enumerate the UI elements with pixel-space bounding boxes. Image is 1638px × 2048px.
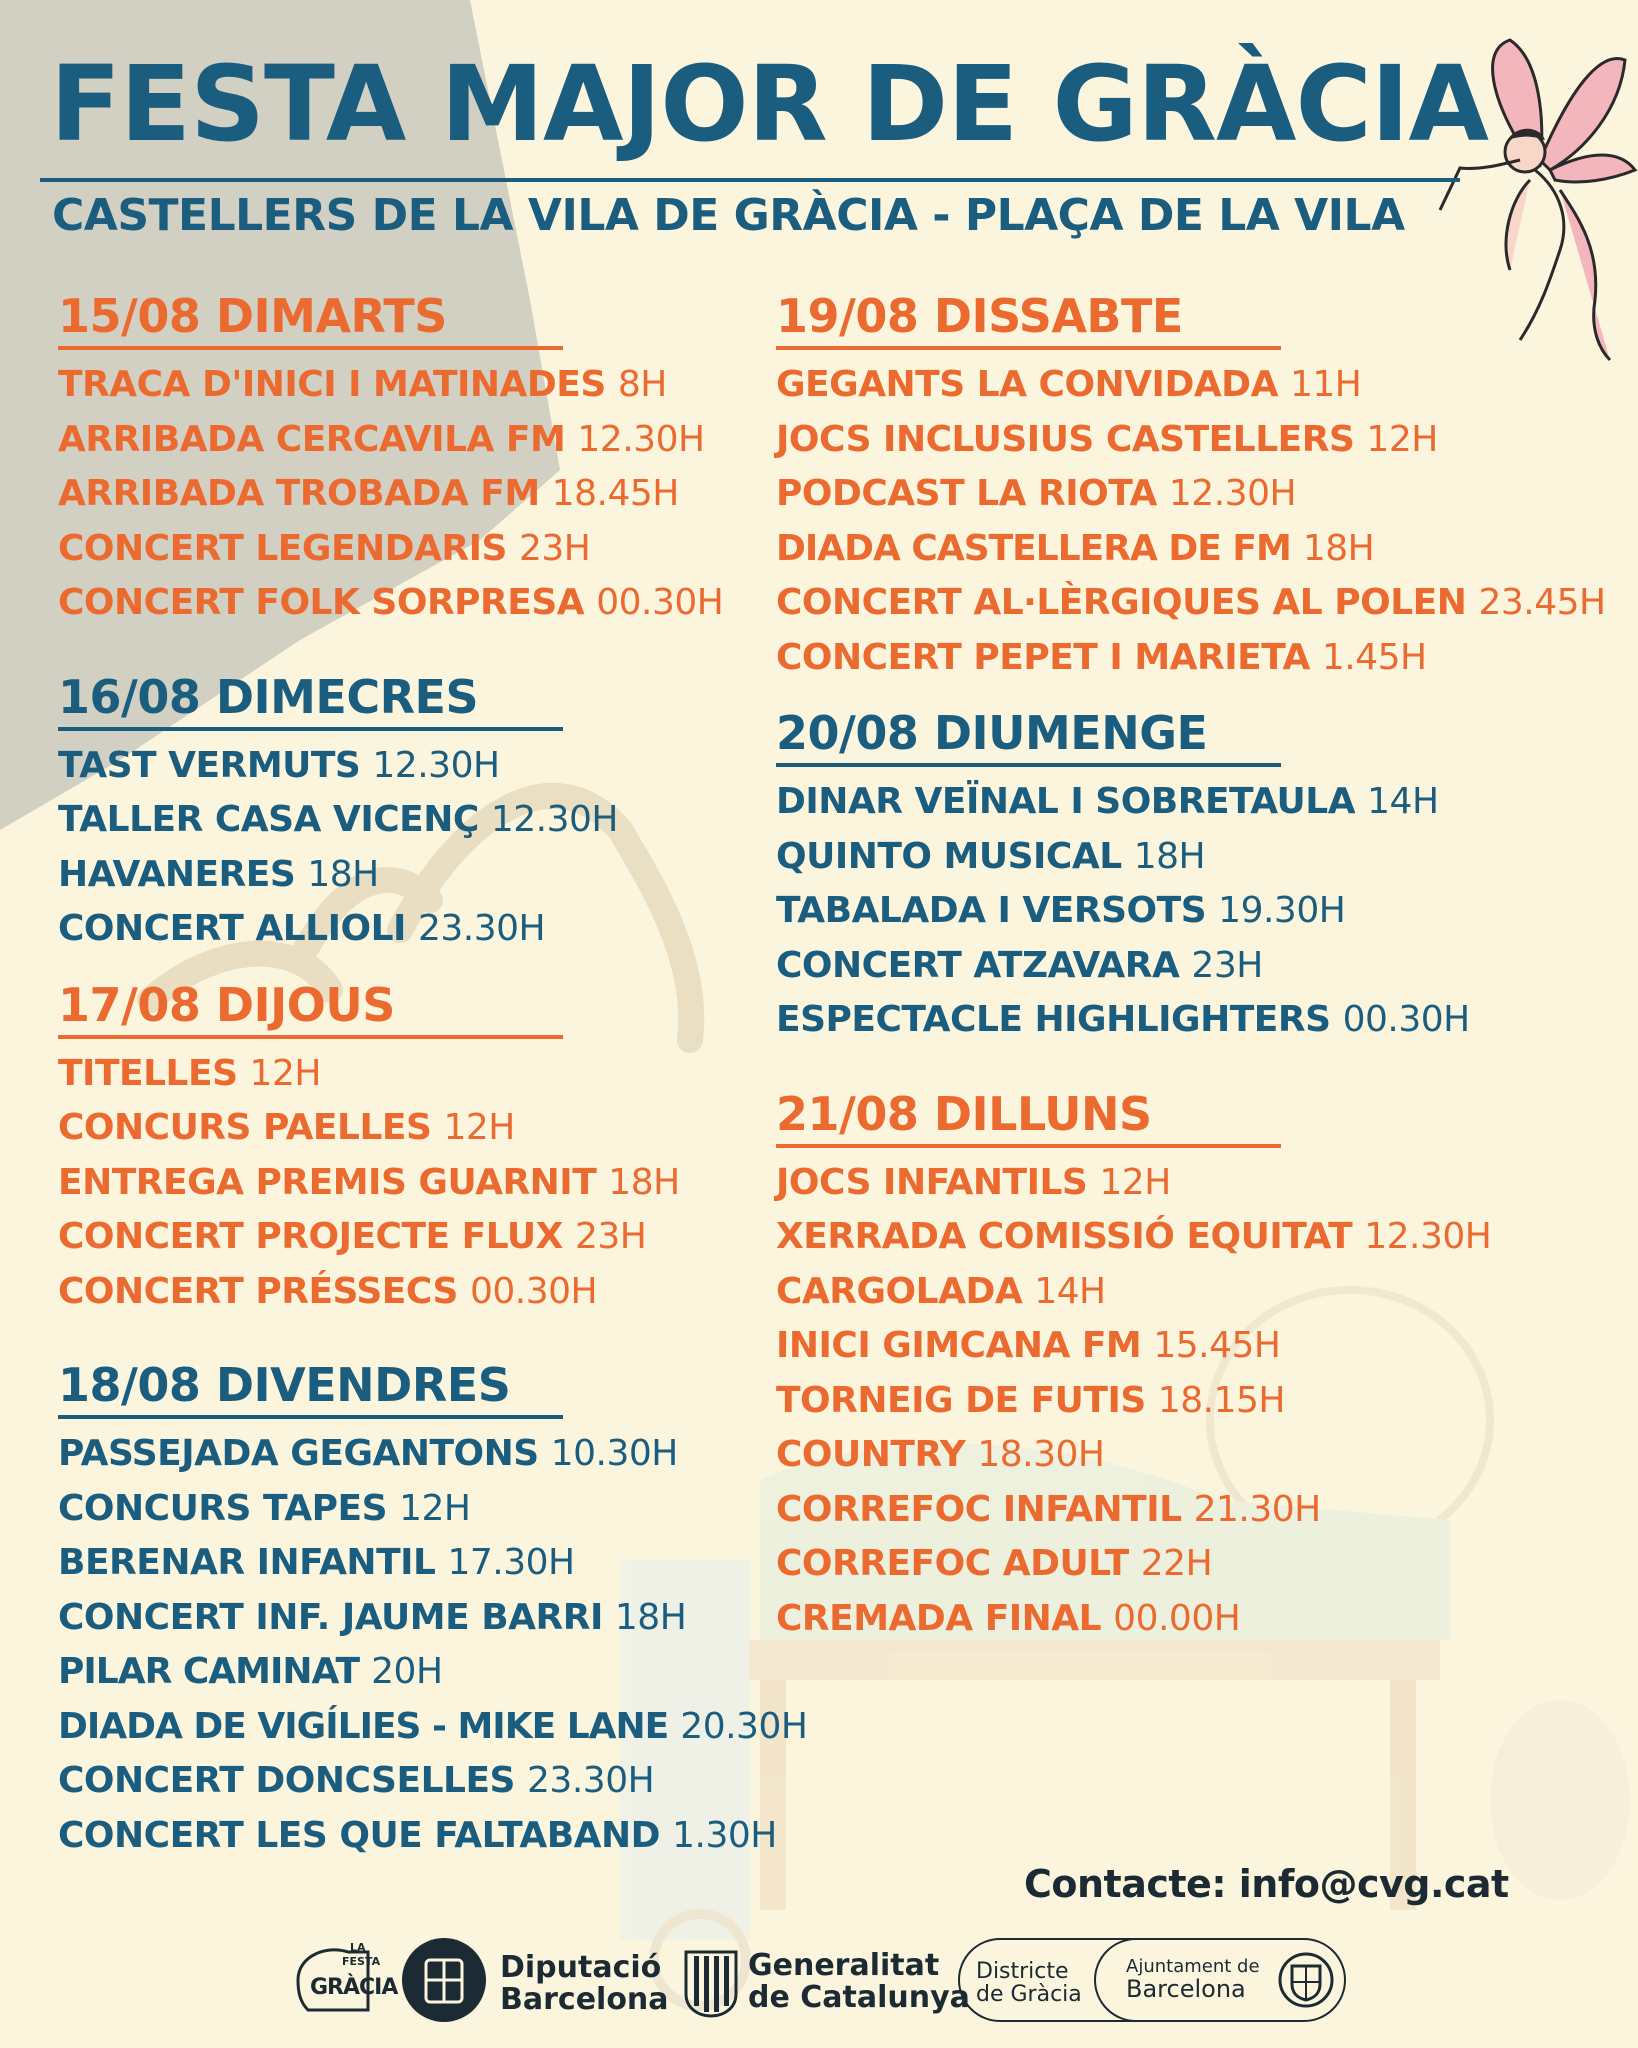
- event-time: 12.30H: [1168, 473, 1297, 514]
- event-time: 18H: [1302, 527, 1375, 569]
- right-column: [776, 288, 1606, 1646]
- event-name: CONCERT LES QUE FALTABAND: [58, 1814, 661, 1856]
- event-name: CONCERT AL·LÈRGIQUES AL POLEN: [776, 582, 1467, 623]
- districte-line1: Districte: [976, 1959, 1069, 1984]
- event-name: PODCAST LA RIOTA: [776, 473, 1157, 514]
- generalitat-line2: de Catalunya: [748, 1979, 970, 2015]
- generalitat-line1: Generalitat: [748, 1948, 940, 1983]
- diputacio-shield-icon: [400, 1936, 488, 2028]
- event-name: HAVANERES: [58, 853, 296, 895]
- day-underline: [776, 763, 1281, 767]
- event-name: TAST VERMUTS: [58, 744, 361, 786]
- event-time: 15.45H: [1153, 1325, 1281, 1366]
- title-underline: [40, 178, 1460, 182]
- diputacio-line1: Diputació: [500, 1950, 662, 1985]
- event-item: [776, 775, 1606, 830]
- event-name: CORREFOC ADULT: [776, 1543, 1129, 1584]
- diputacio-line2: Barcelona: [500, 1981, 669, 2017]
- event-name: CONCURS TAPES: [58, 1487, 388, 1529]
- event-name: INICI GIMCANA FM: [776, 1325, 1142, 1366]
- event-time: 19.30H: [1218, 890, 1346, 931]
- event-name: DIADA DE VIGÍLIES - MIKE LANE: [58, 1705, 669, 1747]
- event-time: 23.30H: [417, 908, 546, 949]
- generalitat-shield-icon: [684, 1950, 738, 2022]
- event-name: CONCERT LEGENDARIS: [58, 527, 507, 569]
- day-block-21-08: [776, 1086, 1606, 1647]
- event-time: 23.45H: [1478, 582, 1606, 623]
- festa-logo-line1: LA: [350, 1941, 366, 1954]
- event-item-highlight: [58, 1700, 807, 1755]
- event-item: [58, 413, 807, 468]
- event-item: [58, 1482, 807, 1537]
- event-name: QUINTO MUSICAL: [776, 835, 1122, 877]
- event-item: [776, 1374, 1606, 1429]
- event-time: 23.30H: [527, 1760, 655, 1801]
- event-time: 23H: [519, 527, 591, 569]
- event-time: 12.30H: [372, 744, 500, 786]
- event-name: CONCERT ALLIOLI: [58, 908, 406, 949]
- event-item: [58, 576, 807, 631]
- day-block-20-08: [776, 705, 1606, 1048]
- event-time: 18H: [1133, 835, 1206, 877]
- event-name: TRACA D'INICI I MATINADES: [58, 364, 606, 405]
- event-name: GEGANTS LA CONVIDADA: [776, 364, 1278, 405]
- day-heading: 21/08 DILLUNS: [776, 1086, 1152, 1141]
- event-time: 12.30H: [490, 799, 618, 840]
- event-time: 20H: [371, 1651, 443, 1692]
- event-item: [58, 1265, 807, 1320]
- event-item: [776, 631, 1606, 686]
- contact-email[interactable]: Contacte: info@cvg.cat: [1024, 1862, 1509, 1906]
- event-name: CORREFOC INFANTIL: [776, 1488, 1182, 1530]
- event-name: CONCERT PRÉSSECS: [58, 1270, 458, 1312]
- event-time: 00.00H: [1113, 1597, 1241, 1639]
- sponsor-logos: [288, 1930, 1348, 2030]
- event-item-highlight: [58, 1645, 807, 1700]
- day-underline: [776, 346, 1281, 350]
- event-name: XERRADA COMISSIÓ EQUITAT: [776, 1216, 1353, 1257]
- day-heading: 20/08 DIUMENGE: [776, 706, 1208, 760]
- day-underline: [776, 1144, 1281, 1148]
- event-name: DIADA CASTELLERA DE FM: [776, 527, 1291, 569]
- day-block-15-08: [58, 288, 807, 631]
- diputacio-logo-text: [500, 1952, 669, 2015]
- festa-logo-line2: FESTA: [342, 1955, 381, 1968]
- event-name: CONCERT INF. JAUME BARRI: [58, 1596, 603, 1638]
- event-name: PASSEJADA GEGANTONS: [58, 1433, 539, 1474]
- day-underline: [58, 1415, 563, 1419]
- day-block-18-08: [58, 1357, 807, 1863]
- event-name: CREMADA FINAL: [776, 1597, 1102, 1639]
- event-time: 00.30H: [1342, 999, 1470, 1040]
- event-item: [776, 467, 1606, 522]
- event-time: 23H: [574, 1216, 647, 1257]
- event-item: [58, 1591, 807, 1646]
- event-item: [58, 1754, 807, 1809]
- event-item: [776, 1537, 1606, 1592]
- event-item-highlight: [776, 522, 1606, 577]
- event-item: [58, 793, 807, 848]
- event-name: ENTREGA PREMIS GUARNIT: [58, 1161, 597, 1203]
- festa-logo-line3: GRÀCIA: [310, 1975, 398, 2000]
- event-time: 14H: [1034, 1270, 1106, 1312]
- day-block-19-08: [776, 288, 1606, 685]
- event-name: CONCERT PEPET I MARIETA: [776, 636, 1310, 678]
- day-block-16-08: [58, 669, 807, 957]
- event-name: ARRIBADA CERCAVILA FM: [58, 418, 566, 460]
- event-time: 10.30H: [550, 1433, 678, 1474]
- event-time: 8H: [617, 364, 667, 405]
- event-name: TALLER CASA VICENÇ: [58, 799, 479, 840]
- event-time: 18.30H: [977, 1434, 1105, 1475]
- event-name: ARRIBADA TROBADA FM: [58, 473, 540, 514]
- day-heading: 16/08 DIMECRES: [58, 669, 479, 724]
- event-time: 22H: [1140, 1543, 1213, 1584]
- day-heading: 17/08 DIJOUS: [58, 977, 395, 1032]
- event-item: [58, 522, 807, 577]
- event-item: [776, 939, 1606, 994]
- ajuntament-line2: Barcelona: [1126, 1974, 1246, 2003]
- event-time: 1.45H: [1321, 636, 1427, 678]
- event-time: 12.30H: [577, 418, 705, 460]
- page-title: FESTA MAJOR DE GRÀCIA: [50, 43, 1488, 165]
- event-time: 18H: [307, 853, 379, 895]
- event-time: 14H: [1367, 781, 1439, 822]
- event-name: JOCS INFANTILS: [776, 1161, 1088, 1203]
- event-time: 20.30H: [680, 1705, 808, 1747]
- event-time: 00.30H: [596, 582, 724, 623]
- event-time: 23H: [1191, 944, 1263, 986]
- day-underline: [58, 346, 563, 350]
- barcelona-shield-icon: [1278, 1952, 1334, 2012]
- event-item: [58, 1156, 807, 1211]
- ajuntament-line1: Ajuntament de: [1126, 1956, 1260, 1977]
- event-time: 12H: [399, 1487, 471, 1529]
- event-name: CARGOLADA: [776, 1270, 1023, 1312]
- event-item: [776, 1210, 1606, 1265]
- event-item: [776, 993, 1606, 1048]
- event-item: [58, 358, 807, 413]
- event-item: [58, 1536, 807, 1591]
- event-time: 18.15H: [1157, 1379, 1285, 1421]
- event-time: 12H: [1099, 1161, 1171, 1203]
- event-item: [776, 1483, 1606, 1538]
- event-name: TABALADA I VERSOTS: [776, 890, 1207, 931]
- event-time: 18H: [608, 1161, 680, 1203]
- event-time: 1.30H: [672, 1814, 777, 1856]
- event-item: [58, 467, 807, 522]
- event-name: COUNTRY: [776, 1434, 966, 1475]
- event-name: DINAR VEÏNAL I SOBRETAULA: [776, 781, 1356, 822]
- day-heading: 18/08 DIVENDRES: [58, 1358, 511, 1412]
- event-time: 12H: [249, 1052, 321, 1094]
- event-item: [58, 1809, 807, 1864]
- event-name: CONCERT FOLK SORPRESA: [58, 582, 585, 623]
- event-item: [58, 848, 807, 903]
- event-time: 21.30H: [1193, 1488, 1321, 1530]
- event-time: 17.30H: [447, 1542, 575, 1583]
- event-item: [58, 1101, 807, 1156]
- event-name: CONCURS PAELLES: [58, 1107, 432, 1148]
- event-item: [776, 1156, 1606, 1211]
- day-underline: [58, 727, 563, 731]
- event-item: [776, 576, 1606, 631]
- event-item: [58, 1047, 807, 1102]
- event-name: TITELLES: [58, 1052, 238, 1094]
- event-item: [776, 1428, 1606, 1483]
- event-item: [776, 1319, 1606, 1374]
- day-underline: [58, 1035, 563, 1039]
- event-name: JOCS INCLUSIUS CASTELLERS: [776, 418, 1355, 460]
- festa-gracia-logo: [288, 1940, 398, 2020]
- event-item: [58, 739, 807, 794]
- districte-line2: de Gràcia: [976, 1982, 1082, 2008]
- event-item: [776, 1592, 1606, 1647]
- page-subtitle: CASTELLERS DE LA VILA DE GRÀCIA - PLAÇA DE LA VILA: [52, 190, 1405, 241]
- event-name: ESPECTACLE HIGHLIGHTERS: [776, 999, 1331, 1040]
- left-column: [58, 288, 807, 1863]
- generalitat-logo-text: [748, 1950, 970, 2013]
- event-time: 12.30H: [1364, 1216, 1492, 1257]
- event-item: [776, 413, 1606, 468]
- event-time: 12H: [443, 1107, 515, 1148]
- event-name: CONCERT DONCSELLES: [58, 1760, 515, 1801]
- event-name: CONCERT ATZAVARA: [776, 944, 1180, 986]
- day-heading: 15/08 DIMARTS: [58, 289, 447, 343]
- event-name: CONCERT PROJECTE FLUX: [58, 1216, 563, 1257]
- event-item: [776, 830, 1606, 885]
- event-item: [58, 1210, 807, 1265]
- event-name: PILAR CAMINAT: [58, 1651, 360, 1692]
- day-heading: 19/08 DISSABTE: [776, 289, 1183, 343]
- event-item: [776, 1265, 1606, 1320]
- event-time: 18H: [614, 1596, 687, 1638]
- event-item: [776, 884, 1606, 939]
- event-item: [776, 358, 1606, 413]
- event-time: 11H: [1289, 364, 1362, 405]
- event-item: [58, 1427, 807, 1482]
- event-name: TORNEIG DE FUTIS: [776, 1379, 1146, 1421]
- event-time: 00.30H: [469, 1270, 598, 1312]
- day-block-17-08: [58, 977, 807, 1320]
- event-name: BERENAR INFANTIL: [58, 1542, 436, 1583]
- event-item: [58, 902, 807, 957]
- event-time: 18.45H: [551, 473, 679, 514]
- event-time: 12H: [1366, 418, 1438, 460]
